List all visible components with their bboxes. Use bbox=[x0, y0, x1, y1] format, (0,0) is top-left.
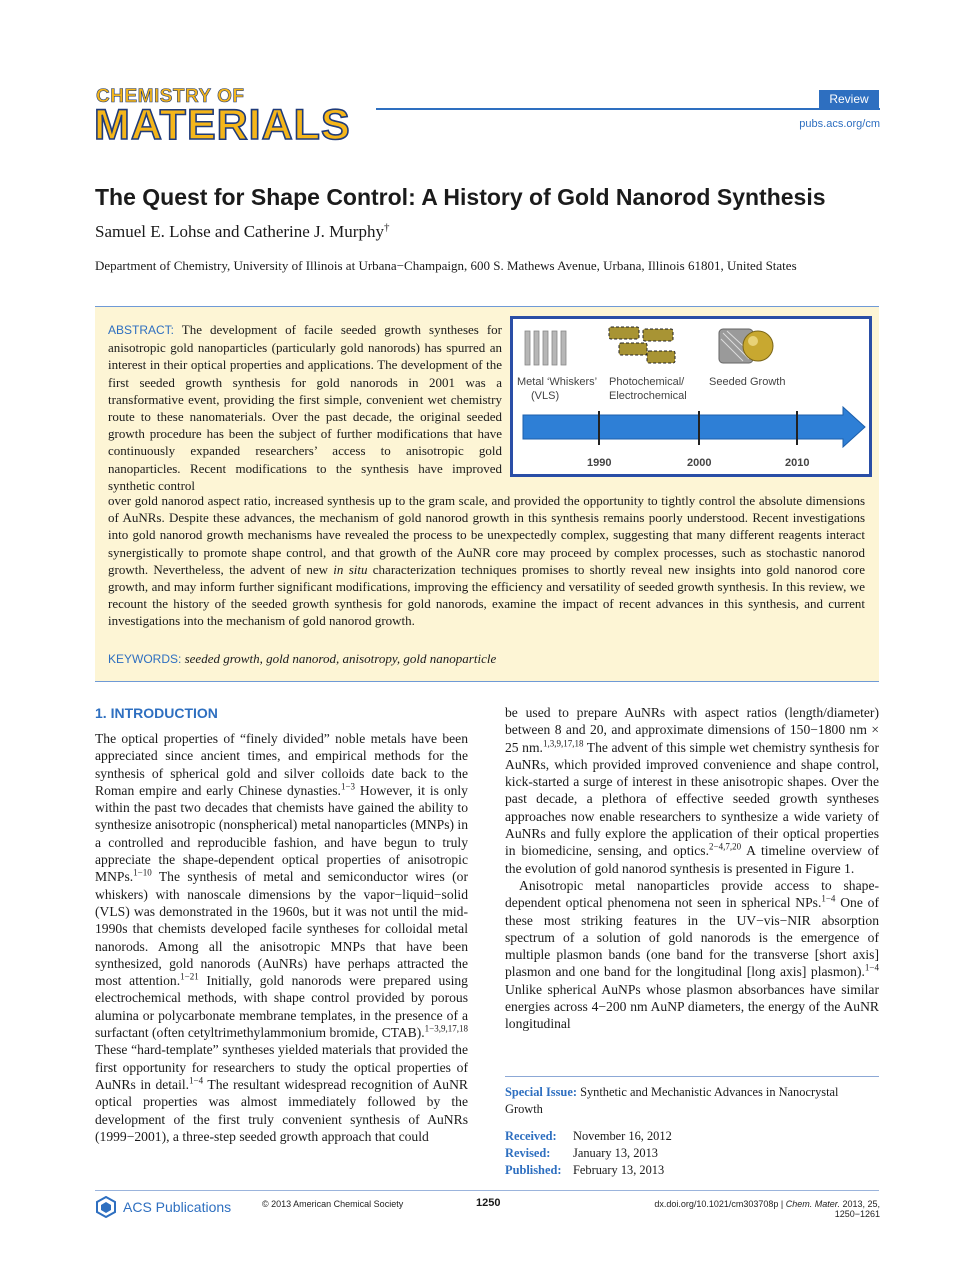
ref-link[interactable]: 1−4 bbox=[864, 962, 879, 973]
page-number: 1250 bbox=[476, 1197, 501, 1209]
label-seeded: Seeded Growth bbox=[709, 376, 786, 388]
author-names: Samuel E. Lohse and Catherine J. Murphy bbox=[95, 222, 384, 241]
abstract-text-full bbox=[108, 492, 865, 630]
ref-link[interactable]: 1,3,9,17,18 bbox=[542, 738, 584, 749]
published-date: February 13, 2013 bbox=[573, 1163, 665, 1177]
header-rule bbox=[376, 108, 880, 110]
ref-link[interactable]: 1−21 bbox=[180, 971, 199, 982]
footer-citation bbox=[612, 1199, 880, 1219]
review-badge: Review bbox=[819, 90, 879, 108]
abstract-body-b: characterization techniques promises to shortly reveal new insights into gold nanorod core growth, and may inform further significant modifications, improving the efficiency and versatility of seeded growth synthesis. In this review, we recount the history of the seeded growth synthesis for gold nanorods, examine the impact of recent advances in this synthesis, and current investigations into the mechanism of gold nanorod growth. bbox=[108, 561, 865, 629]
whiskers-icon bbox=[525, 331, 566, 365]
label-photo-2: Electrochemical bbox=[609, 390, 687, 402]
year-2000: 2000 bbox=[687, 457, 712, 469]
abstract-text-top bbox=[108, 321, 502, 494]
special-issue-label: Special Issue: bbox=[505, 1085, 577, 1099]
timeline-graphic bbox=[513, 319, 869, 474]
intro-paragraph-1: The optical properties of “finely divided” noble metals have been appreciated since ancient times, and empirical methods for the synthesis of spherical gold and silver colloids date back to the Roman empire and early Chinese dynasties.$^{1-3}$ However, it is only within the past two decades that chemists have gained the ability to synthesize anisotropic (nonspherical) metal nanoparticles (MNPs) in a controlled and reproducible fashion, and have begun to truly appreciate the shape-dependent optical properties of anisotropic MNPs.$^{1-10}$ The synthesis of metal and semiconductor wires (or whiskers) with nanoscale dimensions by the vapor−liquid−solid (VLS) was demonstrated in the 1960s, but it was not until the mid-1990s that chemists developed facile syntheses for colloidal metal nanorods. Among all the anisotropic MNPs that have been synthesized, gold nanorods (AuNRs) have perhaps attracted the most attention.$^{1-21}$ Initially, gold nanorods were prepared using electrochemical methods, with shape control provided by porous alumina or polycarbonate membrane templates, in the presence of a surfactant (often cetyltrimethylammonium bromide, CTAB).$^{1-3,9,17,18}$ These “hard-template” syntheses yielded materials that provided the first opportunity for researchers to study the optical properties of AuNRs in detail.$^{1-4}$ The resultant widespread recognition of AuNR optical properties was almost immediately followed by the development of the first truly convenient synthesis of AuNRs (1999−2001), a three-step seeded growth approach that could bbox=[95, 731, 468, 1144]
published-label: Published: bbox=[505, 1163, 562, 1177]
abstract-body-top: The development of facile seeded growth syntheses for anisotropic gold nanoparticles (particularly gold nanorods) has spurred an interest in their optical properties and applications. The development of the first seeded growth synthesis for gold nanorods in 2001 was a transformative event, providing the first simple, convenient wet chemistry route to these nanomaterials. Over the past decade, the original seeded growth procedure has been the subject of further modifications that have continuously expanded researchers’ access to anisotropic gold nanoparticles. Recent modifications to the synthesis have improved synthetic control bbox=[108, 322, 503, 493]
author-footnote-mark[interactable]: † bbox=[383, 221, 390, 234]
label-vls-1: Metal ‘Whiskers’ bbox=[517, 376, 598, 388]
doi-link[interactable]: dx.doi.org/10.1021/cm303708p | bbox=[654, 1199, 786, 1209]
revised-row bbox=[505, 1146, 658, 1161]
ref-link[interactable]: 1−4 bbox=[821, 893, 836, 904]
ref-link[interactable]: 1−4 bbox=[189, 1075, 204, 1086]
timeline-arrow bbox=[523, 407, 865, 447]
revised-label: Revised: bbox=[505, 1146, 551, 1160]
journal-abbrev: Chem. Mater. bbox=[785, 1199, 840, 1209]
intro-paragraph-1-cont: be used to prepare AuNRs with aspect ratios (length/diameter) between 8 and 20, and approximate dimensions of 150−1800 nm × 25 nm.$^{1,3,9,17,18}$ The advent of this simple wet chemistry synthesis for AuNRs, which provided improved convenience and shape control, kick-started a surge of interest in these anisotropic shapes. Over the past decade, a plethora of effective seeded growth syntheses approaches now enable researchers to synthesize a wide variety of AuNRs and fully explore the application of their optical properties in biomedicine, sensing, and optics.$^{2-4,7,20}$ A timeline overview of the evolution of gold nanorod synthesis is presented in Figure 1. bbox=[505, 705, 879, 876]
received-label: Received: bbox=[505, 1129, 557, 1143]
journal-logo-main: MATERIALS bbox=[94, 101, 351, 149]
acs-publications-logo[interactable] bbox=[95, 1196, 245, 1218]
journal-logo-top: CHEMISTRY OF bbox=[96, 86, 245, 107]
published-row bbox=[505, 1163, 664, 1178]
keywords-values: seeded growth, gold nanorod, anisotropy, gold nanoparticle bbox=[184, 651, 497, 666]
received-row bbox=[505, 1129, 672, 1144]
label-vls-2: (VLS) bbox=[531, 390, 560, 402]
footer-copyright: © 2013 American Chemical Society bbox=[262, 1199, 404, 1209]
right-column bbox=[505, 704, 879, 1033]
journal-url-link[interactable]: pubs.acs.org/cm bbox=[799, 118, 880, 130]
label-photo-1: Photochemical/ bbox=[609, 376, 685, 388]
toc-figure bbox=[510, 316, 872, 477]
year-2010: 2010 bbox=[785, 457, 810, 469]
keywords-label: KEYWORDS: bbox=[108, 652, 182, 666]
special-issue bbox=[505, 1084, 879, 1118]
section-heading: 1. INTRODUCTION bbox=[95, 705, 218, 721]
seeded-nanorod-icon bbox=[719, 329, 773, 363]
ref-link[interactable]: 1−10 bbox=[133, 867, 152, 878]
revised-date: January 13, 2013 bbox=[573, 1146, 658, 1160]
ref-link[interactable]: 2−4,7,20 bbox=[709, 841, 742, 852]
ref-link[interactable]: 1−3,9,17,18 bbox=[424, 1023, 468, 1034]
footer-rule bbox=[95, 1190, 879, 1191]
special-issue-text: Synthetic and Mechanistic Advances in Nanocrystal Growth bbox=[505, 1085, 839, 1116]
intro-paragraph-2: Anisotropic metal nanoparticles provide access to shape-dependent optical phenomena not seen in spherical NPs.$^{1-4}$ One of these most striking features in the UV−vis−NIR absorption spectrum of a solution of gold nanorods is the emergence of multiple plasmon bands (one band for the transverse [short axis] plasmon and one band for the longitudinal [long axis] plasmon).$^{1-4}$ Unlike spherical AuNPs whose plasmon absorbances have similar energies across 4−200 nm AuNP diameters, the energy of the AuNR longitudinal bbox=[505, 877, 879, 1032]
authors bbox=[95, 222, 389, 242]
abstract-label: ABSTRACT: bbox=[108, 323, 175, 337]
keywords bbox=[108, 651, 496, 667]
notes-rule bbox=[505, 1076, 879, 1077]
year-1990: 1990 bbox=[587, 457, 612, 469]
left-column bbox=[95, 730, 468, 1145]
received-date: November 16, 2012 bbox=[573, 1129, 672, 1143]
acs-publications-text: ACS Publications bbox=[123, 1199, 232, 1215]
acs-hexagon-icon bbox=[95, 1196, 245, 1218]
abstract-in-situ: in situ bbox=[333, 561, 368, 577]
citation-info: 2013, 25, 1250−1261 bbox=[834, 1199, 880, 1219]
abstract-body-a: over gold nanorod aspect ratio, increased synthesis up to the gram scale, and provided the opportunity to tightly control the absolute dimensions of AuNRs. Despite these advances, the mechanism of gold nanorod growth in this synthesis remains poorly understood. Recent investigations into gold nanorod growth mechanisms have revealed the process to be unexpectedly complex, suggesting that many different reagents interact synergistically to promote shape control, and that growth of the AuNR core may proceed by complex processes, such as stochastic nanorod growth. Nevertheless, the advent of new bbox=[108, 493, 865, 577]
nanorods-icon bbox=[609, 327, 675, 363]
article-title: The Quest for Shape Control: A History of Gold Nanorod Synthesis bbox=[95, 184, 826, 210]
ref-link[interactable]: 1−3 bbox=[340, 781, 356, 792]
affiliation: Department of Chemistry, University of Illinois at Urbana−Champaign, 600 S. Mathews Avenue, Urbana, Illinois 61801, United States bbox=[95, 258, 797, 273]
